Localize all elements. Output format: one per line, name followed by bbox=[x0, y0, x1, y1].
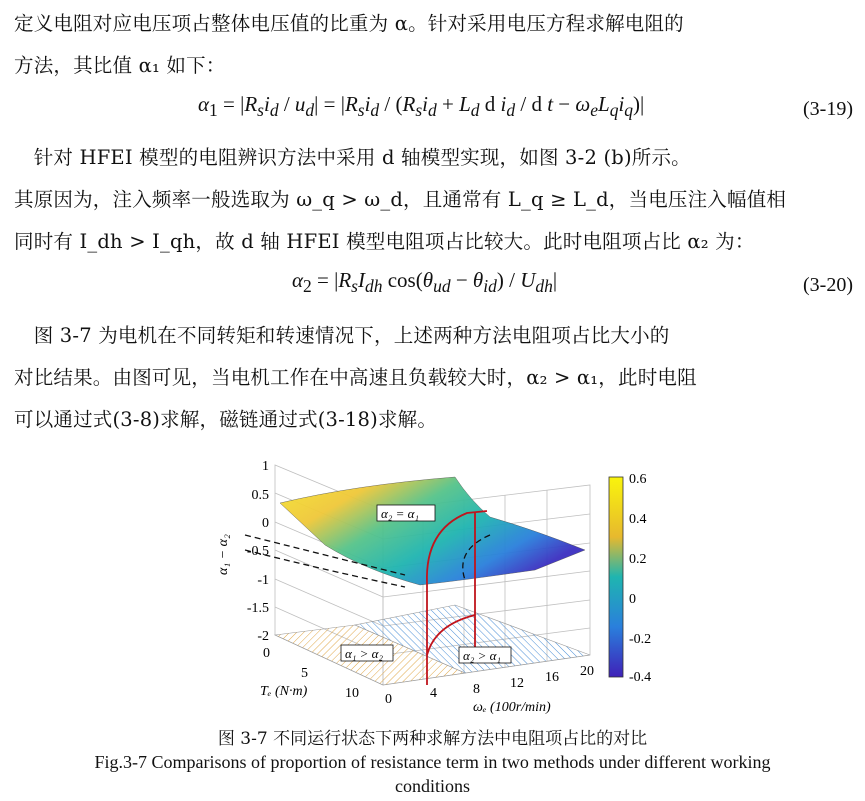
para3-line3: 可以通过式(3-8)求解，磁链通过式(3-18)求解。 bbox=[14, 408, 438, 431]
svg-text:12: 12 bbox=[510, 676, 524, 691]
para2-line3: 同时有 I_dh > I_qh，故 d 轴 HFEI 模型电阻项占比较大。此时电阻项占比 α₂ 为： bbox=[14, 230, 755, 253]
svg-text:0: 0 bbox=[263, 646, 270, 661]
svg-text:20: 20 bbox=[580, 664, 594, 679]
annotation-region2 bbox=[459, 647, 511, 663]
we-axis-label: ωₑ (100r/min) bbox=[473, 700, 551, 715]
svg-text:5: 5 bbox=[301, 666, 308, 681]
svg-text:16: 16 bbox=[545, 670, 559, 685]
svg-text:0.6: 0.6 bbox=[629, 472, 647, 487]
svg-text:-2: -2 bbox=[257, 629, 269, 644]
svg-text:-0.4: -0.4 bbox=[629, 670, 652, 685]
svg-text:8: 8 bbox=[473, 682, 480, 697]
figure-3-7-surface-plot bbox=[205, 455, 665, 715]
svg-text:-1: -1 bbox=[257, 573, 269, 588]
svg-text:α₂ = α₁: α₂ = α₁ bbox=[381, 506, 419, 521]
te-axis-label: Tₑ (N·m) bbox=[260, 684, 308, 699]
equation-number-3-19: (3-19) bbox=[803, 98, 853, 120]
caption-zh: 图 3-7 不同运行状态下两种求解方法中电阻项占比的对比 bbox=[217, 729, 648, 749]
para1-line1: 定义电阻对应电压项占整体电压值的比重为 α。针对采用电压方程求解电阻的 bbox=[14, 12, 684, 35]
colorbar-ticks bbox=[629, 472, 651, 685]
annotation-region1 bbox=[341, 645, 393, 661]
svg-text:0.5: 0.5 bbox=[251, 488, 269, 503]
annotation-equal bbox=[377, 505, 435, 521]
z-axis-label: α₁ − α₂ bbox=[216, 534, 231, 575]
svg-text:-0.5: -0.5 bbox=[246, 544, 269, 559]
caption-en-line2: conditions bbox=[395, 776, 470, 796]
para3-line2: 对比结果。由图可见，当电机工作在中高速且负载较大时，α₂ > α₁，此时电阻 bbox=[14, 366, 697, 389]
equation-number-3-20: (3-20) bbox=[803, 274, 853, 296]
para2-line1: 针对 HFEI 模型的电阻辨识方法中采用 d 轴模型实现，如图 3-2 (b)所示。 bbox=[14, 146, 691, 169]
para1-line2: 方法，其比值 α₁ 如下： bbox=[14, 54, 226, 77]
svg-text:10: 10 bbox=[345, 686, 359, 701]
svg-text:-0.2: -0.2 bbox=[629, 632, 652, 647]
svg-text:0: 0 bbox=[629, 592, 636, 607]
svg-text:0: 0 bbox=[262, 516, 269, 531]
para2-line2: 其原因为，注入频率一般选取为 ω_q > ω_d，且通常有 L_q ≥ L_d，当电压注入幅值相 bbox=[14, 188, 787, 211]
svg-text:0.2: 0.2 bbox=[629, 552, 647, 567]
caption-en-line1: Fig.3-7 Comparisons of proportion of resistance term in two methods under different working bbox=[94, 752, 771, 772]
z-axis-ticks bbox=[247, 459, 269, 644]
svg-text:4: 4 bbox=[430, 686, 437, 701]
svg-text:0.4: 0.4 bbox=[629, 512, 647, 527]
svg-text:0: 0 bbox=[385, 692, 392, 707]
equation-3-20: $\alpha_2 = |R_sI_{dh}$ $\cos(\theta_{ud} - \theta_{id}) / U_{dh}|$ bbox=[292, 268, 558, 297]
colorbar bbox=[609, 477, 623, 677]
svg-text:α₁ > α₂: α₁ > α₂ bbox=[345, 646, 383, 661]
equation-3-19: $\alpha_1 = |R_si_d / u_d| = |R_si_d / (R_si_d + L_d$ d $i_d$ / d $t - \omega_eL_qi_q)|$ bbox=[198, 92, 645, 121]
svg-text:-1.5: -1.5 bbox=[246, 601, 269, 616]
svg-text:1: 1 bbox=[262, 459, 269, 474]
para3-line1: 图 3-7 为电机在不同转矩和转速情况下，上述两种方法电阻项占比大小的 bbox=[14, 324, 670, 347]
svg-text:α₂ > α₁: α₂ > α₁ bbox=[463, 648, 501, 663]
